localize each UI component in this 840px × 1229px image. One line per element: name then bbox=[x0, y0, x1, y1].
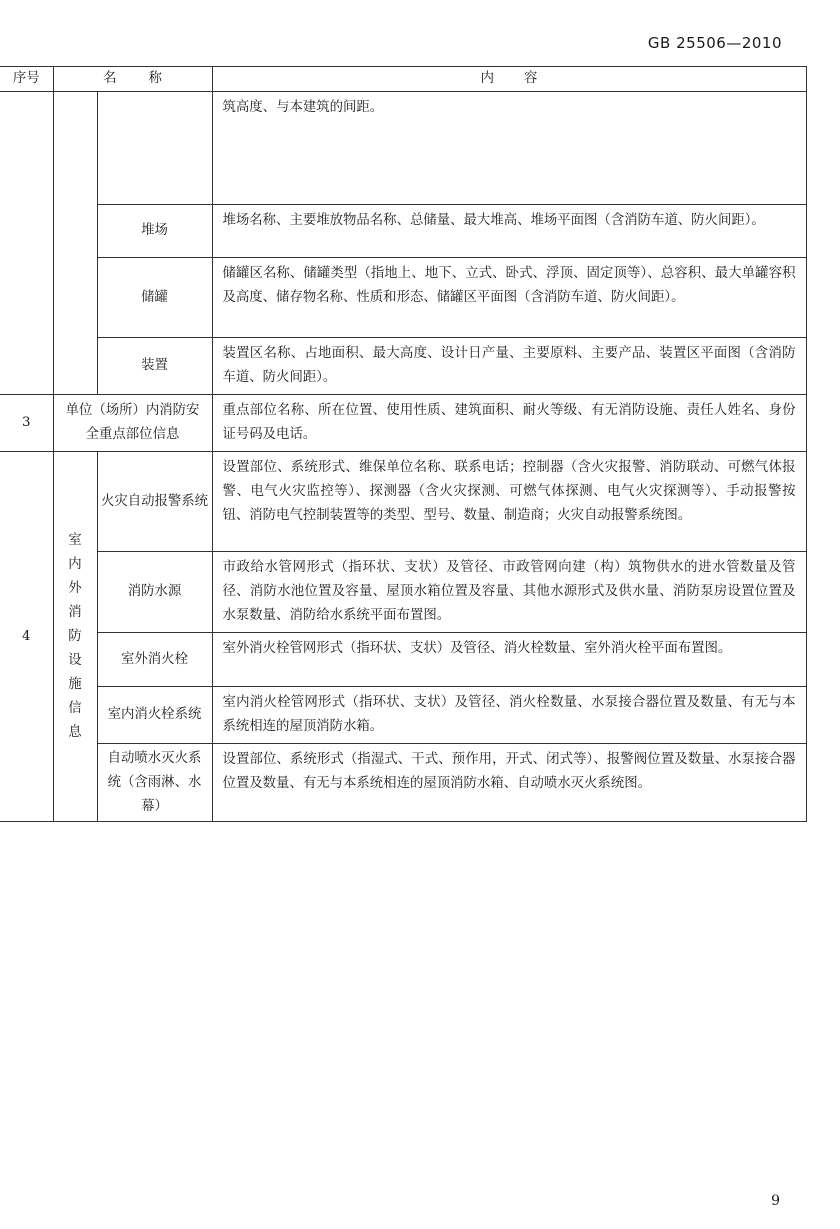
fire-info-table bbox=[0, 66, 807, 822]
category-char: 防 bbox=[68, 628, 82, 644]
header-seq: 序号 bbox=[0, 67, 53, 92]
name-cell: 火灾自动报警系统 bbox=[97, 452, 212, 552]
content-cell: 装置区名称、占地面积、最大高度、设计日产量、主要原料、主要产品、装置区平面图（含消防车道、防火间距）。 bbox=[212, 338, 806, 395]
table-row bbox=[0, 744, 806, 822]
name-cell: 单位（场所）内消防安全重点部位信息 bbox=[53, 395, 212, 452]
name-cell: 室外消火栓 bbox=[97, 633, 212, 687]
name-cell: 堆场 bbox=[97, 205, 212, 258]
table-row bbox=[0, 633, 806, 687]
page-number: 9 bbox=[771, 1193, 780, 1209]
name-cell: 自动喷水灭火系统（含雨淋、水幕） bbox=[97, 744, 212, 822]
seq-cell: 3 bbox=[0, 395, 53, 452]
content-cell: 设置部位、系统形式、维保单位名称、联系电话；控制器（含火灾报警、消防联动、可燃气体报警、电气火灾监控等）、探测器（含火灾探测、可燃气体探测、电气火灾探测等）、手动报警按钮、消防电气控制装置等的类型、型号、数量、制造商；火灾自动报警系统图。 bbox=[212, 452, 806, 552]
category-char: 内 bbox=[68, 556, 82, 572]
name-cell: 室内消火栓系统 bbox=[97, 687, 212, 744]
content-cell: 堆场名称、主要堆放物品名称、总储量、最大堆高、堆场平面图（含消防车道、防火间距）。 bbox=[212, 205, 806, 258]
name-cell-empty bbox=[97, 92, 212, 205]
category-cell-empty bbox=[53, 92, 97, 395]
table-row bbox=[0, 552, 806, 633]
seq-cell: 4 bbox=[0, 452, 53, 822]
content-cell: 储罐区名称、储罐类型（指地上、地下、立式、卧式、浮顶、固定顶等）、总容积、最大单罐容积及高度、储存物名称、性质和形态、储罐区平面图（含消防车道、防火间距）。 bbox=[212, 258, 806, 338]
category-cell bbox=[53, 452, 97, 822]
standard-code: GB 25506—2010 bbox=[647, 34, 782, 52]
category-vertical-text bbox=[54, 529, 97, 745]
category-char: 施 bbox=[68, 676, 82, 692]
category-char: 消 bbox=[68, 604, 82, 620]
content-cell: 重点部位名称、所在位置、使用性质、建筑面积、耐火等级、有无消防设施、责任人姓名、身份证号码及电话。 bbox=[212, 395, 806, 452]
category-char: 信 bbox=[68, 700, 82, 716]
content-cell: 室外消火栓管网形式（指环状、支状）及管径、消火栓数量、室外消火栓平面布置图。 bbox=[212, 633, 806, 687]
content-cell: 市政给水管网形式（指环状、支状）及管径、市政管网向建（构）筑物供水的进水管数量及管径、消防水池位置及容量、屋顶水箱位置及容量、其他水源形式及供水量、消防泵房设置位置及水泵数量、消防给水系统平面布置图。 bbox=[212, 552, 806, 633]
name-cell: 消防水源 bbox=[97, 552, 212, 633]
header-name: 名称 bbox=[53, 67, 212, 92]
table-header-row bbox=[0, 67, 806, 92]
table-row bbox=[0, 687, 806, 744]
content-cell: 筑高度、与本建筑的间距。 bbox=[212, 92, 806, 205]
content-cell: 室内消火栓管网形式（指环状、支状）及管径、消火栓数量、水泵接合器位置及数量、有无与本系统相连的屋顶消防水箱。 bbox=[212, 687, 806, 744]
header-content: 内容 bbox=[212, 67, 806, 92]
category-char: 室 bbox=[68, 532, 82, 548]
table-row bbox=[0, 92, 806, 205]
table-row bbox=[0, 258, 806, 338]
table-row bbox=[0, 395, 806, 452]
category-char: 外 bbox=[68, 580, 82, 596]
name-cell: 装置 bbox=[97, 338, 212, 395]
table-row bbox=[0, 205, 806, 258]
seq-cell-empty bbox=[0, 92, 53, 395]
content-cell: 设置部位、系统形式（指湿式、干式、预作用，开式、闭式等）、报警阀位置及数量、水泵接合器位置及数量、有无与本系统相连的屋顶消防水箱、自动喷水灭火系统图。 bbox=[212, 744, 806, 822]
table-row bbox=[0, 338, 806, 395]
name-cell: 储罐 bbox=[97, 258, 212, 338]
category-char: 息 bbox=[68, 724, 82, 740]
category-char: 设 bbox=[68, 652, 82, 668]
table-row bbox=[0, 452, 806, 552]
